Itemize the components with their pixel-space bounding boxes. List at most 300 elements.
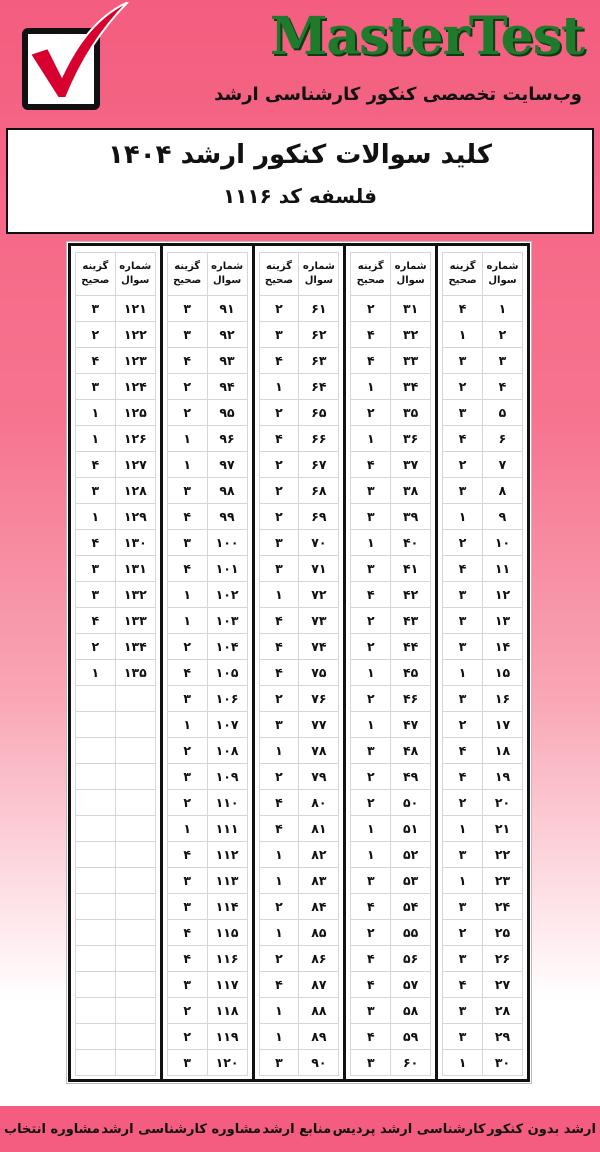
correct-option-cell — [76, 686, 116, 712]
correct-option-cell: ۳ — [259, 712, 299, 738]
correct-option-cell: ۳ — [351, 556, 391, 582]
question-number-cell: ۹۷ — [207, 452, 247, 478]
correct-option-cell: ۲ — [443, 530, 483, 556]
table-row — [76, 842, 156, 868]
table-row — [351, 868, 431, 894]
correct-option-cell: ۴ — [167, 348, 207, 374]
question-number-cell — [115, 764, 155, 790]
table-row — [351, 426, 431, 452]
question-number-cell: ۴۱ — [391, 556, 431, 582]
table-row — [76, 426, 156, 452]
question-number-cell: ۴۵ — [391, 660, 431, 686]
correct-option-cell: ۳ — [167, 322, 207, 348]
table-row — [167, 452, 247, 478]
table-row — [76, 348, 156, 374]
table-row — [76, 764, 156, 790]
question-number-cell: ۶ — [482, 426, 522, 452]
correct-option-cell: ۱ — [351, 842, 391, 868]
correct-option-cell: ۲ — [443, 712, 483, 738]
table-row — [351, 816, 431, 842]
question-number-cell — [115, 816, 155, 842]
table-row — [259, 946, 339, 972]
table-row — [259, 660, 339, 686]
question-number-cell: ۱۲۴ — [115, 374, 155, 400]
table-row — [351, 972, 431, 998]
table-row — [259, 556, 339, 582]
table-row — [167, 738, 247, 764]
table-row — [76, 790, 156, 816]
table-row — [443, 920, 523, 946]
correct-option-cell: ۲ — [259, 686, 299, 712]
table-row — [76, 738, 156, 764]
header-question-number: شماره سوال — [299, 253, 339, 296]
correct-option-cell: ۳ — [443, 1024, 483, 1050]
table-row — [259, 972, 339, 998]
question-number-cell — [115, 1050, 155, 1076]
table-row — [443, 894, 523, 920]
correct-option-cell: ۱ — [259, 998, 299, 1024]
table-row — [167, 1050, 247, 1076]
correct-option-cell: ۱ — [259, 582, 299, 608]
question-number-cell — [115, 842, 155, 868]
table-row — [351, 712, 431, 738]
header-correct-option: گزینه صحیح — [351, 253, 391, 296]
table-row — [351, 842, 431, 868]
question-number-cell: ۱۲۳ — [115, 348, 155, 374]
question-number-cell: ۵۴ — [391, 894, 431, 920]
table-row — [167, 374, 247, 400]
table-row — [76, 530, 156, 556]
answer-key-table — [442, 252, 523, 1076]
table-row — [351, 946, 431, 972]
question-number-cell: ۱۰۹ — [207, 764, 247, 790]
question-number-cell: ۱۲۵ — [115, 400, 155, 426]
question-number-cell: ۸۶ — [299, 946, 339, 972]
table-row — [167, 764, 247, 790]
question-number-cell: ۷۱ — [299, 556, 339, 582]
table-row — [443, 426, 523, 452]
table-row — [76, 556, 156, 582]
question-number-cell: ۸ — [482, 478, 522, 504]
question-number-cell: ۹۴ — [207, 374, 247, 400]
question-number-cell: ۱۰۰ — [207, 530, 247, 556]
answer-key — [68, 243, 530, 1082]
question-number-cell: ۲۶ — [482, 946, 522, 972]
table-row — [76, 296, 156, 322]
table-row — [443, 764, 523, 790]
question-number-cell: ۳۹ — [391, 504, 431, 530]
correct-option-cell: ۱ — [259, 868, 299, 894]
table-row — [351, 1024, 431, 1050]
question-number-cell: ۷۲ — [299, 582, 339, 608]
question-number-cell: ۱ — [482, 296, 522, 322]
table-row — [443, 998, 523, 1024]
correct-option-cell: ۳ — [443, 608, 483, 634]
correct-option-cell: ۴ — [167, 504, 207, 530]
question-number-cell: ۴۷ — [391, 712, 431, 738]
footer-link-selection[interactable]: مشاوره انتخاب — [4, 1121, 100, 1137]
question-number-cell: ۱۳ — [482, 608, 522, 634]
table-row — [443, 504, 523, 530]
question-number-cell: ۴۶ — [391, 686, 431, 712]
correct-option-cell: ۴ — [259, 972, 299, 998]
question-number-cell — [115, 920, 155, 946]
table-row — [443, 608, 523, 634]
correct-option-cell: ۳ — [76, 478, 116, 504]
table-row — [443, 530, 523, 556]
table-row — [259, 1024, 339, 1050]
footer-link-counseling[interactable]: مشاوره کارشناسی ارشد — [101, 1121, 261, 1137]
footer-link-no-exam[interactable]: ارشد بدون کنکور — [487, 1121, 596, 1137]
table-row — [259, 504, 339, 530]
question-number-cell: ۶۹ — [299, 504, 339, 530]
correct-option-cell: ۱ — [259, 920, 299, 946]
correct-option-cell: ۴ — [167, 920, 207, 946]
question-number-cell: ۵۸ — [391, 998, 431, 1024]
question-number-cell: ۲۴ — [482, 894, 522, 920]
correct-option-cell — [76, 842, 116, 868]
table-row — [167, 894, 247, 920]
table-header-row — [443, 253, 523, 296]
correct-option-cell — [76, 790, 116, 816]
correct-option-cell: ۴ — [259, 348, 299, 374]
table-row — [76, 504, 156, 530]
question-number-cell: ۱۱۴ — [207, 894, 247, 920]
table-row — [259, 842, 339, 868]
table-row — [167, 712, 247, 738]
correct-option-cell: ۲ — [351, 920, 391, 946]
correct-option-cell: ۳ — [167, 764, 207, 790]
correct-option-cell: ۲ — [351, 296, 391, 322]
brand-name[interactable]: MasterTest — [269, 6, 584, 67]
correct-option-cell: ۴ — [351, 1024, 391, 1050]
question-number-cell: ۱۰۳ — [207, 608, 247, 634]
question-number-cell: ۱۲ — [482, 582, 522, 608]
answer-key-table — [259, 252, 340, 1076]
table-row — [443, 712, 523, 738]
question-number-cell: ۸۱ — [299, 816, 339, 842]
question-number-cell: ۹۹ — [207, 504, 247, 530]
answer-key-table — [350, 252, 431, 1076]
correct-option-cell: ۳ — [443, 348, 483, 374]
correct-option-cell: ۴ — [259, 608, 299, 634]
question-number-cell: ۳۶ — [391, 426, 431, 452]
question-number-cell: ۴۴ — [391, 634, 431, 660]
question-number-cell: ۱۳۵ — [115, 660, 155, 686]
question-number-cell: ۶۰ — [391, 1050, 431, 1076]
correct-option-cell: ۳ — [167, 894, 207, 920]
table-row — [167, 686, 247, 712]
question-number-cell: ۱۳۱ — [115, 556, 155, 582]
question-number-cell: ۷۶ — [299, 686, 339, 712]
table-row — [443, 374, 523, 400]
table-row — [443, 478, 523, 504]
table-row — [167, 530, 247, 556]
correct-option-cell: ۱ — [443, 322, 483, 348]
question-number-cell: ۱۰۸ — [207, 738, 247, 764]
table-row — [443, 400, 523, 426]
question-number-cell — [115, 894, 155, 920]
correct-option-cell: ۴ — [259, 660, 299, 686]
correct-option-cell: ۳ — [443, 478, 483, 504]
table-row — [351, 790, 431, 816]
question-number-cell: ۷۷ — [299, 712, 339, 738]
question-number-cell: ۳۱ — [391, 296, 431, 322]
correct-option-cell: ۴ — [443, 556, 483, 582]
correct-option-cell: ۳ — [443, 894, 483, 920]
correct-option-cell: ۱ — [443, 816, 483, 842]
table-row — [259, 452, 339, 478]
question-number-cell: ۱۱۸ — [207, 998, 247, 1024]
correct-option-cell: ۱ — [351, 426, 391, 452]
table-row — [351, 530, 431, 556]
question-number-cell: ۵ — [482, 400, 522, 426]
table-row — [259, 816, 339, 842]
correct-option-cell: ۲ — [443, 374, 483, 400]
correct-option-cell: ۴ — [76, 608, 116, 634]
question-number-cell: ۵۷ — [391, 972, 431, 998]
table-row — [259, 764, 339, 790]
table-row — [443, 972, 523, 998]
correct-option-cell: ۱ — [351, 374, 391, 400]
answer-key-table — [75, 252, 156, 1076]
table-row — [259, 868, 339, 894]
table-row — [443, 348, 523, 374]
question-number-cell: ۷ — [482, 452, 522, 478]
question-number-cell: ۱۰۴ — [207, 634, 247, 660]
correct-option-cell: ۴ — [351, 582, 391, 608]
table-row — [351, 920, 431, 946]
correct-option-cell: ۳ — [167, 686, 207, 712]
table-row — [443, 296, 523, 322]
table-row — [351, 608, 431, 634]
correct-option-cell: ۴ — [76, 530, 116, 556]
correct-option-cell — [76, 764, 116, 790]
question-number-cell: ۸۳ — [299, 868, 339, 894]
correct-option-cell — [76, 920, 116, 946]
header-box — [6, 128, 594, 234]
table-row — [167, 296, 247, 322]
correct-option-cell: ۳ — [76, 296, 116, 322]
table-row — [167, 426, 247, 452]
table-row — [259, 738, 339, 764]
question-number-cell — [115, 738, 155, 764]
header-question-number: شماره سوال — [391, 253, 431, 296]
question-number-cell: ۱۰ — [482, 530, 522, 556]
question-number-cell: ۱۵ — [482, 660, 522, 686]
correct-option-cell: ۱ — [443, 1050, 483, 1076]
correct-option-cell: ۲ — [167, 634, 207, 660]
table-row — [167, 660, 247, 686]
table-row — [443, 556, 523, 582]
question-number-cell: ۱۲۸ — [115, 478, 155, 504]
table-row — [351, 764, 431, 790]
table-row — [351, 296, 431, 322]
question-number-cell: ۱۷ — [482, 712, 522, 738]
table-row — [259, 790, 339, 816]
correct-option-cell: ۳ — [443, 634, 483, 660]
correct-option-cell: ۳ — [259, 1050, 299, 1076]
table-header-row — [259, 253, 339, 296]
question-number-cell: ۲ — [482, 322, 522, 348]
question-number-cell: ۶۵ — [299, 400, 339, 426]
correct-option-cell: ۲ — [259, 400, 299, 426]
question-number-cell: ۱۱۷ — [207, 972, 247, 998]
table-row — [351, 998, 431, 1024]
table-row — [351, 582, 431, 608]
correct-option-cell: ۲ — [259, 296, 299, 322]
correct-option-cell — [76, 712, 116, 738]
correct-option-cell: ۱ — [167, 608, 207, 634]
table-row — [167, 400, 247, 426]
table-row — [259, 426, 339, 452]
correct-option-cell — [76, 1024, 116, 1050]
table-row — [351, 348, 431, 374]
correct-option-cell: ۱ — [351, 816, 391, 842]
table-row — [167, 790, 247, 816]
correct-option-cell: ۴ — [351, 946, 391, 972]
table-row — [351, 504, 431, 530]
correct-option-cell: ۲ — [443, 920, 483, 946]
question-number-cell: ۱۲۶ — [115, 426, 155, 452]
table-row — [443, 816, 523, 842]
table-row — [351, 686, 431, 712]
question-number-cell: ۹۰ — [299, 1050, 339, 1076]
correct-option-cell: ۴ — [167, 660, 207, 686]
footer-link-resources[interactable]: منابع ارشد — [262, 1121, 332, 1137]
question-number-cell: ۱۲۱ — [115, 296, 155, 322]
table-row — [351, 1050, 431, 1076]
question-number-cell: ۱۳۴ — [115, 634, 155, 660]
table-row — [76, 894, 156, 920]
correct-option-cell: ۳ — [259, 556, 299, 582]
question-number-cell — [115, 998, 155, 1024]
correct-option-cell: ۴ — [259, 816, 299, 842]
correct-option-cell — [76, 946, 116, 972]
question-number-cell: ۹۵ — [207, 400, 247, 426]
question-number-cell: ۸۲ — [299, 842, 339, 868]
table-row — [351, 556, 431, 582]
correct-option-cell: ۲ — [167, 998, 207, 1024]
correct-option-cell: ۱ — [351, 530, 391, 556]
question-number-cell — [115, 712, 155, 738]
table-row — [167, 478, 247, 504]
question-number-cell: ۲۳ — [482, 868, 522, 894]
answer-key-group — [163, 246, 255, 1079]
table-row — [351, 738, 431, 764]
table-row — [351, 400, 431, 426]
table-row — [351, 660, 431, 686]
correct-option-cell: ۴ — [259, 634, 299, 660]
table-row — [351, 478, 431, 504]
table-row — [443, 946, 523, 972]
correct-option-cell: ۱ — [259, 842, 299, 868]
question-number-cell: ۴۲ — [391, 582, 431, 608]
table-row — [443, 738, 523, 764]
header-question-number: شماره سوال — [207, 253, 247, 296]
question-number-cell: ۹ — [482, 504, 522, 530]
question-number-cell: ۳۳ — [391, 348, 431, 374]
correct-option-cell: ۲ — [167, 400, 207, 426]
question-number-cell: ۹۲ — [207, 322, 247, 348]
correct-option-cell: ۲ — [351, 790, 391, 816]
question-number-cell: ۷۴ — [299, 634, 339, 660]
correct-option-cell — [76, 998, 116, 1024]
correct-option-cell: ۱ — [76, 504, 116, 530]
question-number-cell: ۱۰۶ — [207, 686, 247, 712]
question-number-cell: ۱۱۱ — [207, 816, 247, 842]
question-number-cell: ۱۴ — [482, 634, 522, 660]
question-number-cell — [115, 790, 155, 816]
question-number-cell: ۴۳ — [391, 608, 431, 634]
correct-option-cell: ۳ — [76, 556, 116, 582]
correct-option-cell: ۲ — [76, 322, 116, 348]
answer-key-group — [346, 246, 438, 1079]
correct-option-cell: ۳ — [76, 374, 116, 400]
table-row — [76, 660, 156, 686]
table-header-row — [351, 253, 431, 296]
table-row — [76, 946, 156, 972]
table-row — [167, 1024, 247, 1050]
correct-option-cell: ۴ — [167, 946, 207, 972]
question-number-cell: ۳۷ — [391, 452, 431, 478]
question-number-cell: ۲۵ — [482, 920, 522, 946]
table-row — [167, 972, 247, 998]
correct-option-cell: ۲ — [259, 478, 299, 504]
table-row — [76, 686, 156, 712]
correct-option-cell: ۱ — [76, 400, 116, 426]
correct-option-cell: ۴ — [351, 972, 391, 998]
brand-tagline: وب‌سایت تخصصی کنکور کارشناسی ارشد — [214, 84, 582, 105]
table-row — [259, 348, 339, 374]
table-row — [443, 322, 523, 348]
correct-option-cell: ۴ — [167, 842, 207, 868]
question-number-cell: ۱۸ — [482, 738, 522, 764]
question-number-cell: ۱۲۹ — [115, 504, 155, 530]
correct-option-cell: ۳ — [443, 686, 483, 712]
header-question-number: شماره سوال — [482, 253, 522, 296]
table-row — [259, 296, 339, 322]
question-number-cell: ۸۵ — [299, 920, 339, 946]
correct-option-cell — [76, 894, 116, 920]
question-number-cell: ۶۲ — [299, 322, 339, 348]
correct-option-cell: ۱ — [167, 712, 207, 738]
header-correct-option: گزینه صحیح — [259, 253, 299, 296]
question-number-cell: ۸۷ — [299, 972, 339, 998]
question-number-cell: ۱۰۷ — [207, 712, 247, 738]
correct-option-cell: ۴ — [259, 790, 299, 816]
correct-option-cell: ۳ — [351, 1050, 391, 1076]
footer-link-pardis[interactable]: کارشناسی ارشد پردیس — [332, 1121, 486, 1137]
correct-option-cell: ۴ — [76, 348, 116, 374]
table-row — [76, 374, 156, 400]
question-number-cell: ۱۰۵ — [207, 660, 247, 686]
correct-option-cell: ۱ — [167, 452, 207, 478]
table-row — [443, 1024, 523, 1050]
correct-option-cell: ۳ — [351, 738, 391, 764]
correct-option-cell: ۳ — [351, 868, 391, 894]
table-row — [167, 634, 247, 660]
question-number-cell: ۳۰ — [482, 1050, 522, 1076]
question-number-cell: ۵۹ — [391, 1024, 431, 1050]
table-row — [443, 634, 523, 660]
correct-option-cell: ۲ — [167, 1024, 207, 1050]
correct-option-cell: ۴ — [351, 452, 391, 478]
correct-option-cell: ۱ — [167, 582, 207, 608]
table-row — [167, 868, 247, 894]
table-row — [76, 920, 156, 946]
table-row — [76, 400, 156, 426]
